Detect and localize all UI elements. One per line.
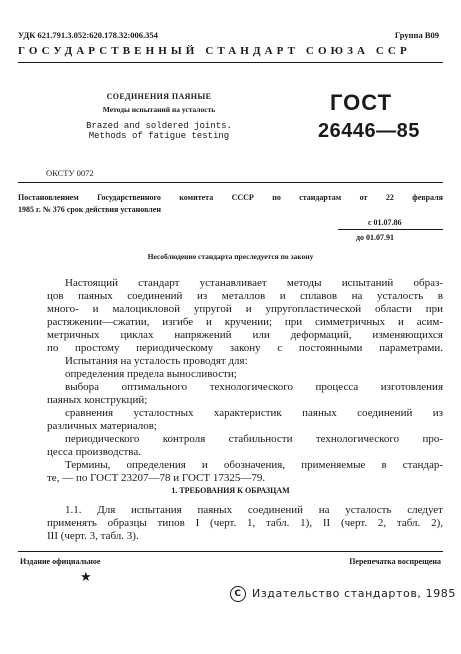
body-line: различных материалов; — [47, 420, 157, 432]
section-line: 1.1. Для испытания паяных соединений на усталость следует — [65, 504, 443, 516]
body-line: цесса производства. — [47, 446, 141, 458]
body-line: по простому периодическому закону с постоянными параметрами. — [47, 342, 443, 354]
section-line: применять образцы типов I (черт. 1, табл. 1), II (черт. 2, табл. 2), — [47, 517, 443, 529]
copyright-icon: C — [230, 586, 246, 602]
gost-number: 26446—85 — [318, 120, 420, 142]
body-line: много- и малоцикловой упругой и упругопластической области при — [47, 303, 443, 315]
decree-line-1: Постановлением Государственного комитета СССР по стандартам от 22 февраля — [18, 193, 443, 202]
official-edition: Издание официальное — [20, 557, 101, 566]
body-line: те, — по ГОСТ 23207—78 и ГОСТ 17325—79. — [47, 472, 266, 484]
body-line: сравнения усталостных характеристик паяных соединений из — [65, 407, 443, 419]
copyright-line — [230, 586, 456, 602]
section-line: III (черт. 3, табл. 3). — [47, 530, 139, 542]
divider — [18, 62, 443, 63]
subtitle-ru: Методы испытаний на усталость — [102, 105, 216, 114]
body-line: периодического контроля стабильности технологического про- — [65, 433, 443, 445]
divider — [18, 182, 443, 183]
body-line: цов паяных соединений из металлов и сплавов на усталость в — [47, 290, 443, 302]
body-line: Термины, определения и обозначения, применяемые в стандар- — [65, 459, 443, 471]
gost-label: ГОСТ — [330, 90, 393, 115]
section-heading: 1. ТРЕБОВАНИЯ К ОБРАЗЦАМ — [171, 486, 290, 495]
okstu-code: ОКСТУ 0072 — [46, 168, 94, 178]
effective-date-from: с 01.07.86 — [368, 218, 402, 227]
title-en-line-1: Brazed and soldered joints. — [86, 121, 232, 131]
title-ru: СОЕДИНЕНИЯ ПАЯНЫЕ — [106, 92, 212, 101]
title-en-line-2: Methods of fatigue testing — [88, 131, 230, 141]
star-icon: ★ — [80, 569, 92, 584]
divider — [18, 551, 443, 552]
body-line: метричных циклах напряжений или деформаций, изменяющихся — [47, 329, 443, 341]
copyright-text: Издательство стандартов, 1985 — [252, 587, 457, 600]
body-line: Испытания на усталость проводят для: — [65, 355, 248, 367]
body-line: Настоящий стандарт устанавливает методы испытаний образ- — [65, 277, 443, 289]
group-code: Группа В09 — [394, 30, 439, 40]
decree-line-2: 1985 г. № 376 срок действия установлен — [18, 205, 161, 214]
legal-warning: Несоблюдение стандарта преследуется по закону — [147, 252, 314, 261]
divider — [338, 229, 443, 230]
body-line: паяных конструкций; — [47, 394, 148, 406]
effective-date-to: до 01.07.91 — [356, 233, 395, 242]
body-line: определения предела выносливости; — [65, 368, 237, 380]
body-line: выбора оптимального технологического процесса изготовления — [65, 381, 443, 393]
body-line: растяжении—сжатии, изгибе и кручении; при симметричных и асим- — [47, 316, 443, 328]
udk-code: УДК 621.791.3.052:620.178.32:006.354 — [18, 30, 158, 40]
state-standard-banner: ГОСУДАРСТВЕННЫЙ СТАНДАРТ СОЮЗА ССР — [18, 45, 411, 57]
reprint-prohibited: Перепечатка воспрещена — [349, 557, 441, 566]
